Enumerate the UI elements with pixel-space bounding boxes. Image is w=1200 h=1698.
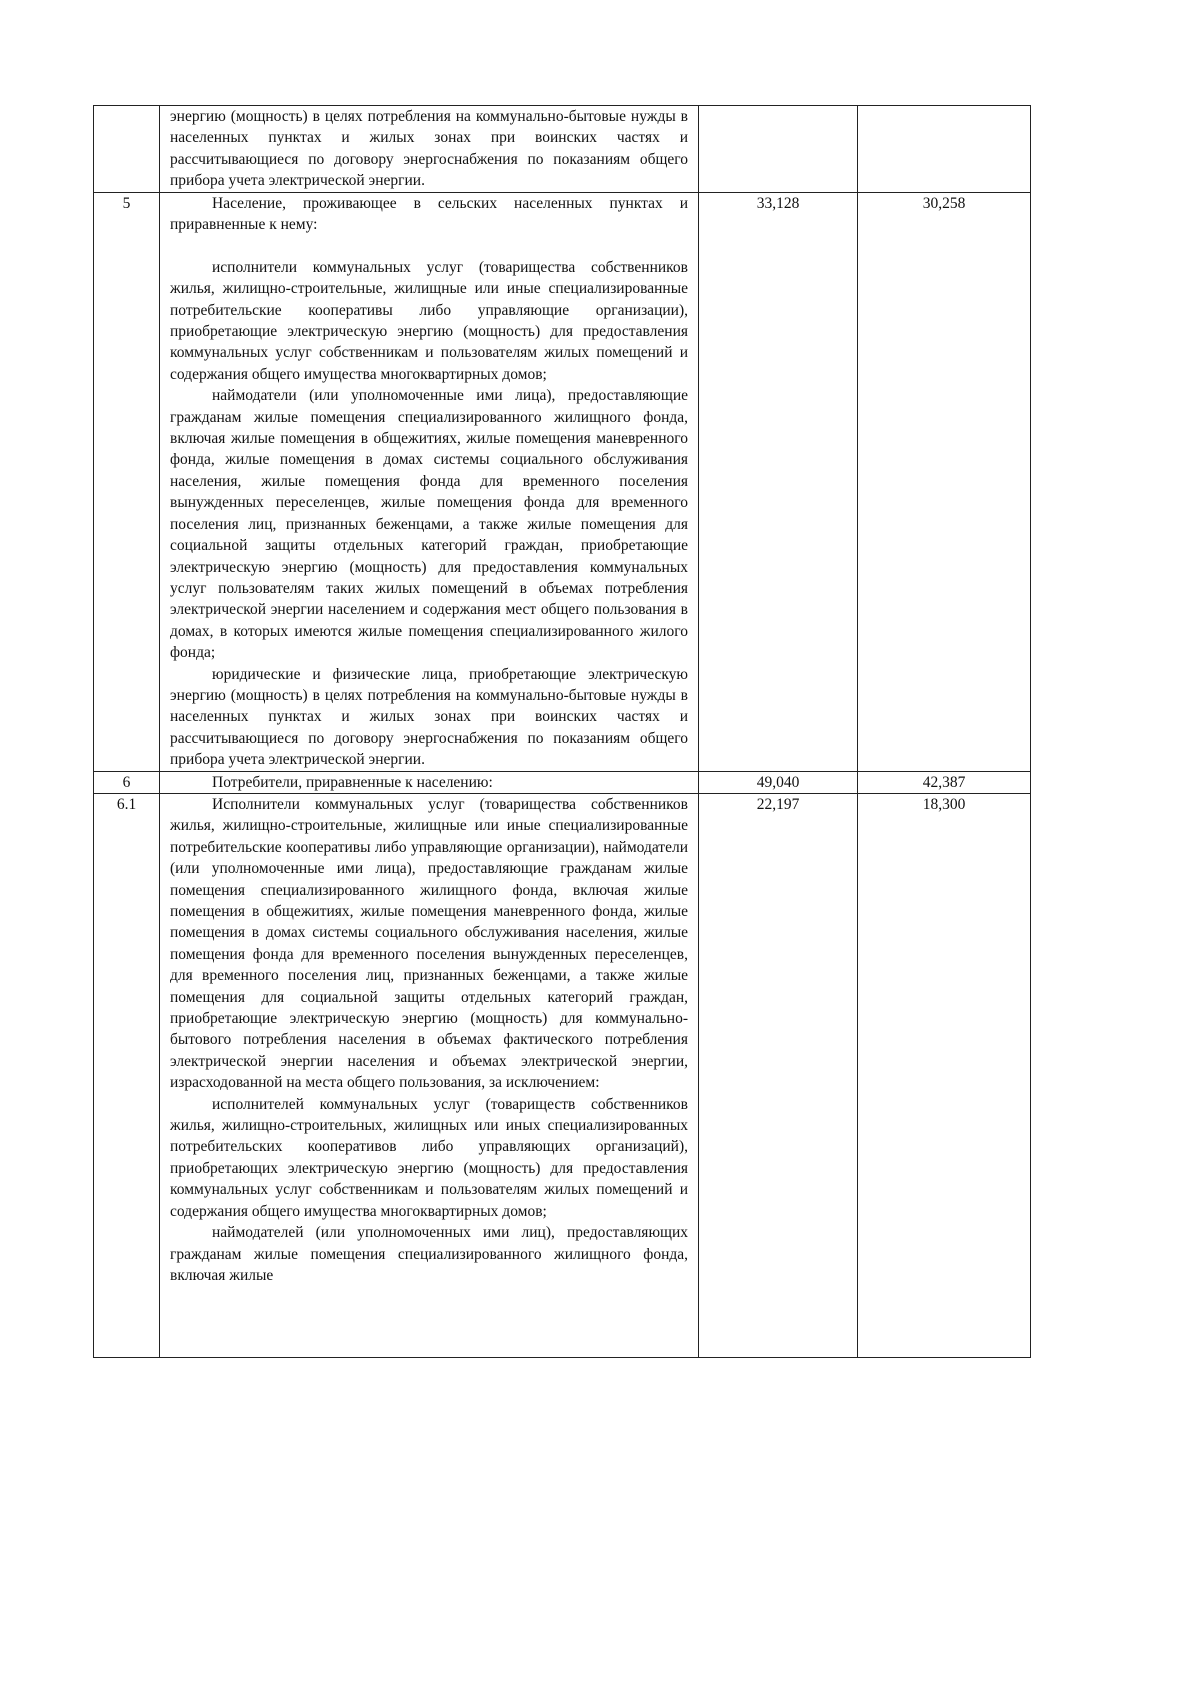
table-row	[94, 793, 1031, 1357]
description-paragraph: исполнителей коммунальных услуг (товариществ собственников жилья, жилищно-строительных, жилищных или иных специализированных потребительских кооперативов либо управляющих организаций), приобретающих электрическую энергию (мощность) для предоставления коммунальных услуг собственникам и пользователям жилых помещений и содержания общего имущества многоквартирных домов;	[170, 1095, 688, 1220]
value-cell-1: 33,128	[699, 192, 858, 771]
description-paragraph: энергию (мощность) в целях потребления на коммунально-бытовые нужды в населенных пунктах и жилых зонах при воинских частях и рассчитывающиеся по договору энергоснабжения по показаниям общего прибора учета электрической энергии.	[170, 108, 688, 190]
value-cell-1	[699, 106, 858, 193]
row-number	[94, 106, 160, 193]
description-paragraph: Население, проживающее в сельских населенных пунктах и приравненные к нему:	[170, 194, 688, 234]
row-description	[160, 771, 699, 793]
value-cell-1: 49,040	[699, 771, 858, 793]
value-cell-1: 22,197	[699, 793, 858, 1357]
row-number: 6	[94, 771, 160, 793]
blank-line	[170, 235, 688, 256]
value-cell-2	[858, 106, 1031, 193]
value-cell-2: 42,387	[858, 771, 1031, 793]
description-paragraph: Исполнители коммунальных услуг (товарищества собственников жилья, жилищно-строительные, жилищные или иные специализированные потребительские кооперативы либо управляющие организации), наймодатели (или уполномоченные ими лица), предоставляющие гражданам жилые помещения специализированного жилищного фонда, включая жилые помещения в общежитиях, жилые помещения маневренного фонда, жилые помещения в домах системы социального обслуживания населения, жилые помещения фонда для временного поселения вынужденных переселенцев, для временного поселения лиц, признанных беженцами, а также жилые помещения для социальной защиты отдельных категорий граждан, приобретающие электрическую энергию (мощность) для коммунально-бытового потребления населения в объемах фактического потребления электрической энергии населения и объемах электрической энергии, израсходованной на места общего пользования, за исключением:	[170, 795, 688, 1092]
value-cell-2: 18,300	[858, 793, 1031, 1357]
description-paragraph: Потребители, приравненные к населению:	[212, 773, 493, 791]
row-number: 6.1	[94, 793, 160, 1357]
table-row	[94, 106, 1031, 193]
tariff-table	[93, 105, 1031, 1358]
row-description	[160, 192, 699, 771]
table-row	[94, 192, 1031, 771]
description-paragraph: юридические и физические лица, приобретающие электрическую энергию (мощность) в целях потребления на коммунально-бытовые нужды в населенных пунктах и жилых зонах при воинских частях и рассчитывающиеся по договору энергоснабжения по показаниям общего прибора учета электрической энергии.	[170, 665, 688, 769]
value-cell-2: 30,258	[858, 192, 1031, 771]
description-paragraph: наймодатели (или уполномоченные ими лица), предоставляющие гражданам жилые помещения специализированного жилищного фонда, включая жилые помещения в общежитиях, жилые помещения маневренного фонда, жилые помещения в домах системы социального обслуживания населения, жилые помещения фонда для временного поселения вынужденных переселенцев, жилые помещения фонда для временного поселения лиц, признанных беженцами, а также жилые помещения для социальной защиты отдельных категорий граждан, приобретающие электрическую энергию (мощность) для предоставления коммунальных услуг пользователям таких жилых помещений в объемах потребления электрической энергии населением и содержания мест общего пользования в домах, в которых имеются жилые помещения специализированного жилого фонда;	[170, 387, 688, 662]
row-number: 5	[94, 192, 160, 771]
description-paragraph: наймодателей (или уполномоченных ими лиц), предоставляющих гражданам жилые помещения специализированного жилищного фонда, включая жилые	[170, 1224, 688, 1284]
row-description	[160, 106, 699, 193]
table-row	[94, 771, 1031, 793]
row-description	[160, 793, 699, 1357]
description-paragraph: исполнители коммунальных услуг (товарищества собственников жилья, жилищно-строительные, жилищные или иные специализированные потребительские кооперативы либо управляющие организации), приобретающие электрическую энергию (мощность) для предоставления коммунальных услуг собственникам и пользователям жилых помещений и содержания общего имущества многоквартирных домов;	[170, 258, 688, 383]
